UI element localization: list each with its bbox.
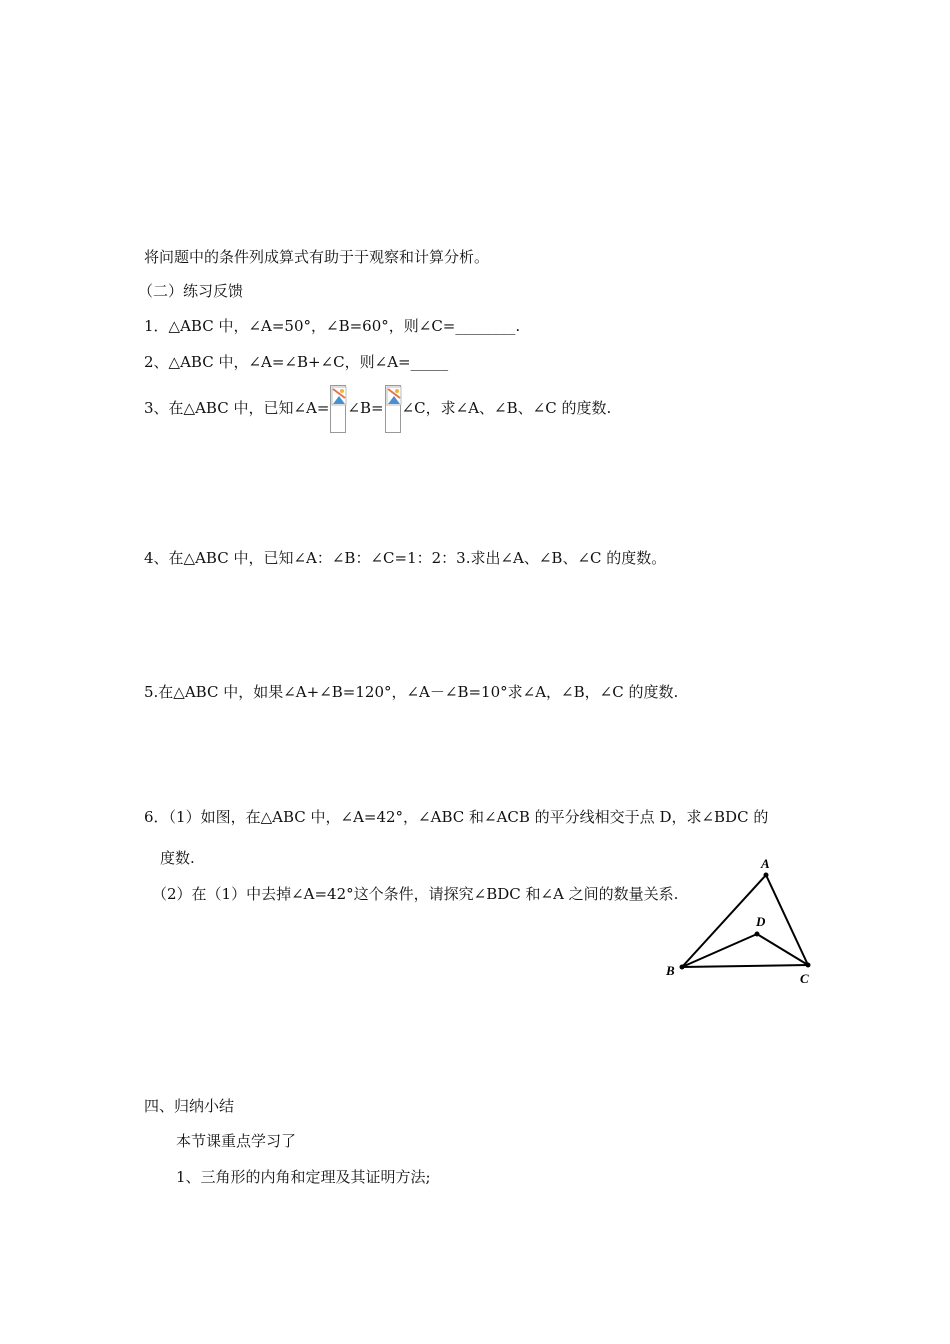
side-bc <box>682 965 808 967</box>
point-a <box>764 873 769 878</box>
bisector-bd <box>682 934 757 967</box>
question-4: 4、在△ABC 中，已知∠A：∠B：∠C=1：2：3.求出∠A、∠B、∠C 的度数。 <box>144 549 667 567</box>
question-3-text-part3: ∠C，求∠A、∠B、∠C 的度数. <box>401 399 612 417</box>
point-c <box>806 963 811 968</box>
label-a: A <box>761 856 770 871</box>
question-1: 1．△ABC 中，∠A=50°，∠B=60°，则∠C=________. <box>144 317 521 335</box>
broken-image-icon <box>330 385 346 433</box>
intro-text: 将问题中的条件列成算式有助于于观察和计算分析。 <box>144 248 490 266</box>
practice-heading: （二）练习反馈 <box>138 282 244 300</box>
question-3-text-part2: ∠B= <box>347 399 384 417</box>
question-3-text-part1: 3、在△ABC 中，已知∠A= <box>144 399 330 417</box>
broken-image-icon <box>385 385 401 433</box>
question-6-line-3: （2）在（1）中去掉∠A=42°这个条件，请探究∠BDC 和∠A 之间的数量关系. <box>152 885 679 903</box>
label-c: C <box>800 971 809 986</box>
point-d <box>755 932 760 937</box>
summary-intro: 本节课重点学习了 <box>176 1132 297 1150</box>
summary-heading: 四、归纳小结 <box>144 1097 235 1115</box>
label-b: B <box>666 963 675 978</box>
question-2: 2、△ABC 中，∠A=∠B+∠C，则∠A=_____ <box>144 353 449 371</box>
triangle-figure <box>660 855 830 990</box>
question-5: 5.在△ABC 中，如果∠A+∠B=120°，∠A－∠B=10°求∠A，∠B，∠C 的度数. <box>144 683 679 701</box>
point-b <box>680 965 685 970</box>
summary-item-1: 1、三角形的内角和定理及其证明方法; <box>176 1168 431 1186</box>
label-d: D <box>756 914 766 929</box>
question-6-line-2: 度数. <box>160 849 195 867</box>
question-3 <box>144 384 611 434</box>
question-6-line-1: 6．（1）如图，在△ABC 中，∠A=42°，∠ABC 和∠ACB 的平分线相交于点 D，求∠BDC 的 <box>144 808 769 826</box>
side-ab <box>682 875 766 967</box>
